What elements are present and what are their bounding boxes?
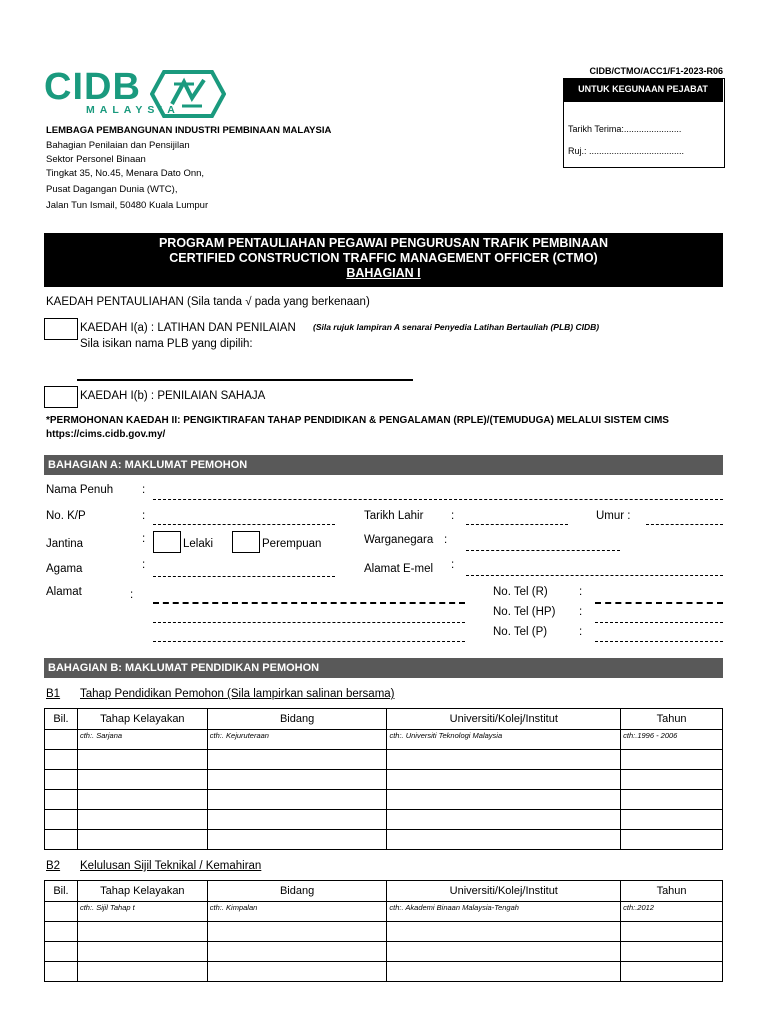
gender-male-checkbox[interactable] (153, 531, 181, 553)
cims-link[interactable]: https://cims.cidb.gov.my/ (46, 429, 166, 440)
logo-subtitle: MALAYSIA (86, 104, 180, 116)
table-cell[interactable] (77, 770, 207, 790)
table-cell[interactable] (621, 810, 723, 830)
table-cell[interactable] (207, 770, 387, 790)
option-b-label: KAEDAH I(b) : PENILAIAN SAHAJA (80, 390, 266, 402)
table-cell[interactable] (621, 922, 723, 942)
address-line: Tingkat 35, No.45, Menara Dato Onn, (46, 168, 205, 179)
method-heading: KAEDAH PENTAULIAHAN (Sila tanda √ pada yang berkenaan) (46, 296, 370, 308)
table-cell[interactable] (621, 770, 723, 790)
col-header-field: Bidang (207, 709, 387, 730)
table-cell[interactable] (207, 942, 387, 962)
form-reference-code: CIDB/CTMO/ACC1/F1-2023-R06 (589, 66, 723, 76)
table-cell[interactable] (77, 942, 207, 962)
office-use-title: UNTUK KEGUNAAN PEJABAT (563, 78, 723, 102)
colon: : (142, 559, 146, 571)
table-cell[interactable] (387, 730, 621, 750)
tel-office-field[interactable] (595, 641, 723, 642)
gender-female-checkbox[interactable] (232, 531, 260, 553)
form-title-line2: CERTIFIED CONSTRUCTION TRAFFIC MANAGEMENT OFFICER (CTMO) (169, 251, 598, 265)
org-name: LEMBAGA PEMBANGUNAN INDUSTRI PEMBINAAN MALAYSIA (46, 125, 332, 136)
example-text: cth:.2012 (623, 903, 654, 912)
table-cell[interactable] (621, 730, 723, 750)
address-field-line2[interactable] (153, 622, 465, 623)
tel-office-label: No. Tel (P) (493, 626, 548, 638)
table-cell[interactable] (207, 790, 387, 810)
full-name-field[interactable] (153, 499, 723, 500)
b1-education-table (44, 708, 723, 850)
address-line: Jalan Tun Ismail, 50480 Kuala Lumpur (46, 200, 209, 211)
email-label: Alamat E-mel (364, 563, 434, 575)
form-title-bar (44, 233, 723, 287)
form-title-line1: PROGRAM PENTAULIAHAN PEGAWAI PENGURUSAN TRAFIK PEMBINAAN (158, 236, 609, 250)
table-cell[interactable] (207, 962, 387, 982)
tel-mobile-field[interactable] (595, 622, 723, 623)
b1-number: B1 (46, 688, 61, 700)
table-cell[interactable] (387, 770, 621, 790)
example-text: cth:. Universiti Teknologi Malaysia (389, 731, 503, 740)
table-cell[interactable] (45, 942, 78, 962)
table-row (45, 962, 723, 982)
form-title-line3: BAHAGIAN I (346, 266, 421, 280)
gender-female-label: Perempuan (262, 538, 322, 550)
office-date-received: Tarikh Terima:....................... (568, 124, 682, 134)
table-row (45, 750, 723, 770)
colon: : (579, 606, 583, 618)
citizenship-label: Warganegara (364, 534, 434, 546)
table-cell[interactable] (45, 730, 78, 750)
colon: : (444, 534, 448, 546)
table-row (45, 942, 723, 962)
table-cell[interactable] (77, 962, 207, 982)
option-a-label: KAEDAH I(a) : LATIHAN DAN PENILAIAN (80, 322, 296, 334)
table-cell[interactable] (387, 830, 621, 850)
address-line: Pusat Dagangan Dunia (WTC), (46, 184, 178, 195)
example-text: cth:.1996 - 2006 (623, 731, 678, 740)
table-row (45, 790, 723, 810)
table-cell[interactable] (621, 790, 723, 810)
religion-field[interactable] (153, 576, 335, 577)
table-cell[interactable] (45, 750, 78, 770)
ic-label: No. K/P (46, 510, 86, 522)
colon: : (130, 589, 134, 601)
table-cell[interactable] (621, 942, 723, 962)
table-header-row (45, 709, 723, 730)
table-cell[interactable] (77, 902, 207, 922)
table-cell[interactable] (387, 922, 621, 942)
table-cell[interactable] (45, 810, 78, 830)
dob-field[interactable] (466, 524, 568, 525)
table-cell[interactable] (621, 902, 723, 922)
table-cell[interactable] (387, 902, 621, 922)
table-cell[interactable] (207, 730, 387, 750)
ic-field[interactable] (153, 524, 335, 525)
option-b-checkbox[interactable] (44, 386, 78, 408)
colon: : (451, 559, 455, 571)
age-field[interactable] (646, 524, 723, 525)
table-cell[interactable] (387, 962, 621, 982)
table-cell[interactable] (77, 730, 207, 750)
table-cell[interactable] (621, 750, 723, 770)
table-cell[interactable] (207, 830, 387, 850)
table-cell[interactable] (45, 830, 78, 850)
col-header-no: Bil. (45, 881, 78, 902)
table-cell[interactable] (45, 902, 78, 922)
citizenship-field[interactable] (466, 550, 620, 551)
table-cell[interactable] (77, 790, 207, 810)
col-header-institution: Universiti/Kolej/Institut (387, 881, 621, 902)
colon: : (451, 510, 455, 522)
table-cell[interactable] (77, 830, 207, 850)
b2-certificate-table (44, 880, 723, 982)
b2-title: Kelulusan Sijil Teknikal / Kemahiran (80, 860, 262, 872)
table-cell[interactable] (45, 962, 78, 982)
dob-label: Tarikh Lahir (364, 510, 424, 522)
example-text: cth:. Kimpalan (209, 903, 258, 912)
col-header-year: Tahun (621, 881, 723, 902)
table-cell[interactable] (77, 810, 207, 830)
example-text: cth:. Akademi Binaan Malaysia-Tengah (389, 903, 519, 912)
colon: : (142, 484, 146, 496)
b2-number: B2 (46, 860, 61, 872)
address-line: Sektor Personel Binaan (46, 154, 146, 165)
address-line: Bahagian Penilaian dan Pensijilan (46, 140, 190, 151)
method-ii-note: *PERMOHONAN KAEDAH II: PENGIKTIRAFAN TAHAP PENDIDIKAN & PENGALAMAN (RPLE)/(TEMUDUGA) MELALUI SISTEM CIMS (46, 415, 669, 426)
table-row-example (45, 902, 723, 922)
plb-name-field[interactable] (77, 379, 413, 381)
example-text: cth:. Kejuruteraan (209, 731, 269, 740)
table-cell[interactable] (207, 750, 387, 770)
table-cell[interactable] (45, 790, 78, 810)
option-a-checkbox[interactable] (44, 318, 78, 340)
colon: : (142, 533, 146, 545)
option-a-note: (Sila rujuk lampiran A senarai Penyedia Latihan Bertauliah (PLB) CIDB) (313, 322, 600, 332)
tel-home-label: No. Tel (R) (493, 586, 548, 598)
office-reference: Ruj.: ...................................... (568, 146, 685, 156)
religion-label: Agama (46, 563, 83, 575)
col-header-institution: Universiti/Kolej/Institut (387, 709, 621, 730)
table-cell[interactable] (77, 750, 207, 770)
col-header-qualification: Tahap Kelayakan (77, 709, 207, 730)
colon: : (579, 586, 583, 598)
table-row (45, 830, 723, 850)
table-cell[interactable] (207, 902, 387, 922)
col-header-qualification: Tahap Kelayakan (77, 881, 207, 902)
email-field[interactable] (466, 575, 723, 576)
table-cell[interactable] (45, 922, 78, 942)
col-header-field: Bidang (207, 881, 387, 902)
example-text: cth:. Sijil Tahap t (79, 903, 135, 912)
section-b-title: BAHAGIAN B: MAKLUMAT PENDIDIKAN PEMOHON (44, 658, 723, 678)
col-header-no: Bil. (45, 709, 78, 730)
plb-prompt: Sila isikan nama PLB yang dipilih: (80, 338, 253, 350)
table-cell[interactable] (207, 922, 387, 942)
table-cell[interactable] (77, 922, 207, 942)
logo-wordmark: CIDB (44, 66, 141, 108)
table-cell[interactable] (387, 810, 621, 830)
tel-home-field[interactable] (595, 602, 723, 604)
address-label: Alamat (46, 586, 82, 598)
table-cell[interactable] (45, 770, 78, 790)
colon: : (142, 510, 146, 522)
table-cell[interactable] (621, 830, 723, 850)
tel-mobile-label: No. Tel (HP) (493, 606, 556, 618)
b1-title: Tahap Pendidikan Pemohon (Sila lampirkan salinan bersama) (80, 688, 395, 700)
col-header-year: Tahun (621, 709, 723, 730)
table-row (45, 770, 723, 790)
colon: : (579, 626, 583, 638)
table-row (45, 810, 723, 830)
gender-male-label: Lelaki (183, 538, 214, 550)
table-cell[interactable] (387, 750, 621, 770)
table-cell[interactable] (387, 790, 621, 810)
table-row (45, 922, 723, 942)
gender-label: Jantina (46, 538, 84, 550)
address-field-line1[interactable] (153, 602, 465, 604)
table-cell[interactable] (621, 962, 723, 982)
full-name-label: Nama Penuh (46, 484, 114, 496)
table-header-row (45, 881, 723, 902)
address-field-line3[interactable] (153, 641, 465, 642)
section-a-title: BAHAGIAN A: MAKLUMAT PEMOHON (44, 455, 723, 475)
age-label: Umur : (596, 510, 631, 522)
table-cell[interactable] (387, 942, 621, 962)
table-cell[interactable] (207, 810, 387, 830)
table-row-example (45, 730, 723, 750)
example-text: cth:. Sarjana (79, 731, 123, 740)
